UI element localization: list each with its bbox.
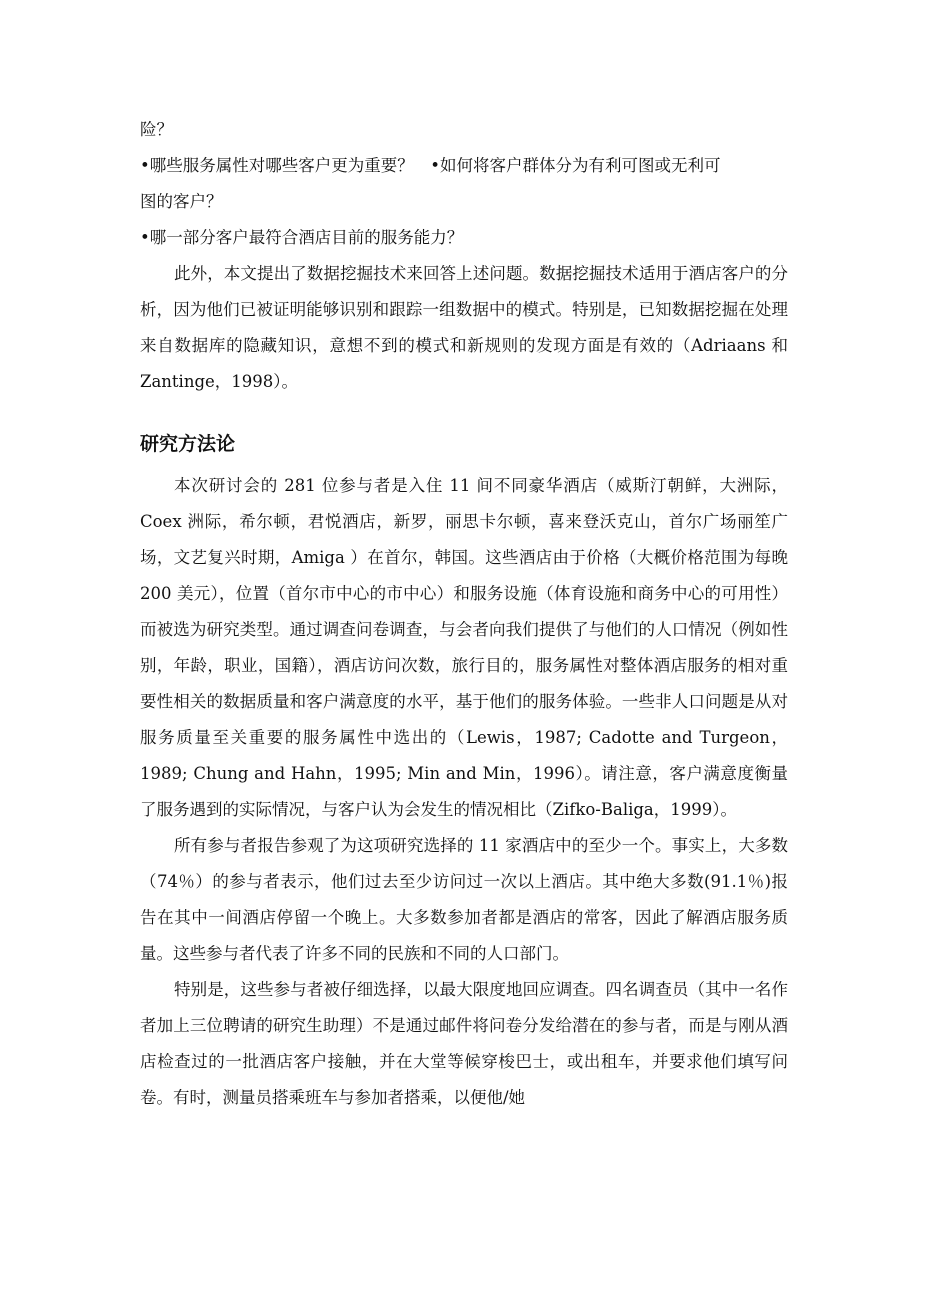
bullet-line-1: •哪些服务属性对哪些客户更为重要？ •如何将客户群体分为有利可图或无利可 <box>140 156 721 175</box>
paragraph-selection: 特别是，这些参与者被仔细选择，以最大限度地回应调查。四名调查员（其中一名作者加上三位聘请的研究生助理）不是通过邮件将问卷分发给潜在的参与者，而是与刚从酒店检查过的一批酒店客户接触，并在大堂等候穿梭巴士，或出租车，并要求他们填写问卷。有时，测量员搭乘班车与参加者搭乘，以便他/她 <box>140 980 788 1107</box>
paragraph-visits: 所有参与者报告参观了为这项研究选择的 11 家酒店中的至少一个。事实上，大多数（74％）的参与者表示，他们过去至少访问过一次以上酒店。其中绝大多数(91.1％)报告在其中一间酒店停留一个晚上。大多数参加者都是酒店的常客，因此了解酒店服务质量。这些参与者代表了许多不同的民族和不同的人口部门。 <box>140 836 788 963</box>
paragraph-data-mining: 此外，本文提出了数据挖掘技术来回答上述问题。数据挖掘技术适用于酒店客户的分析，因为他们已被证明能够识别和跟踪一组数据中的模式。特别是，已知数据挖掘在处理来自数据库的隐藏知识，意想不到的模式和新规则的发现方面是有效的（Adriaans 和 Zantinge，1998）。 <box>140 264 788 391</box>
intro-line-1: 险？ <box>140 120 173 139</box>
section-heading: 研究方法论 <box>140 433 236 455</box>
bullet-line-2: •哪一部分客户最符合酒店目前的服务能力？ <box>140 228 464 247</box>
paragraph-participants: 本次研讨会的 281 位参与者是入住 11 间不同豪华酒店（威斯汀朝鲜，大洲际，Coex 洲际，希尔顿，君悦酒店，新罗，丽思卡尔顿，喜来登沃克山，首尔广场丽笙广场，文艺复兴时期，Amiga ）在首尔，韩国。这些酒店由于价格（大概价格范围为每晚 200 美元），位置（首尔市中心的市中心）和服务设施（体育设施和商务中心的可用性）而被选为研究类型。通过调查问卷调查，与会者向我们提供了与他们的人口情况（例如性别，年龄，职业，国籍），酒店访问次数，旅行目的，服务属性对整体酒店服务的相对重要性相关的数据质量和客户满意度的水平，基于他们的服务体验。一些非人口问题是从对服务质量至关重要的服务属性中选出的（Lewis，1987; Cadotte and Turgeon，1989; Chung and Hahn，1995; Min and Min，1996）。请注意，客户满意度衡量了服务遇到的实际情况，与客户认为会发生的情况相比（Zifko-Baliga，1999）。 <box>140 476 788 819</box>
bullet-line-1-cont: 图的客户？ <box>140 192 223 211</box>
document-page <box>140 112 788 1116</box>
